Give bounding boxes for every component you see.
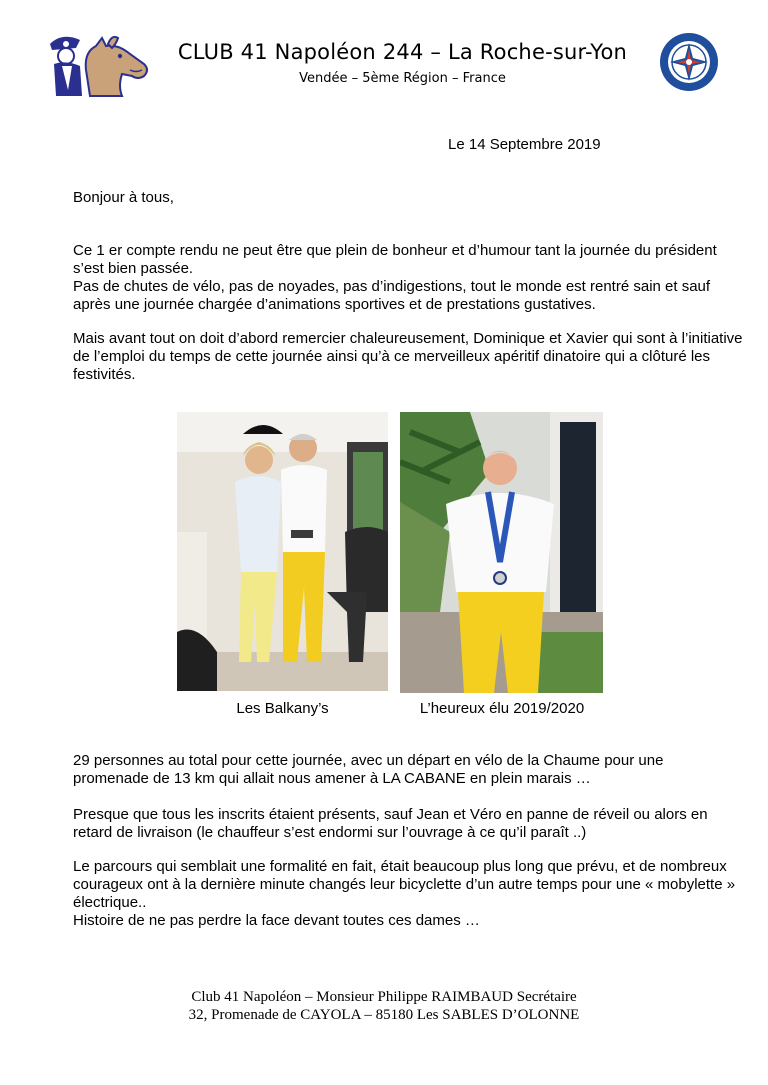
- body-paragraph-1: 29 personnes au total pour cette journée, avec un départ en vélo de la Chaume pour une promenade de 13 km qui allait nous amener à LA CABANE en plein marais …: [73, 752, 664, 787]
- body-paragraph-3-line-1: Le parcours qui semblait une formalité en fait, était beaucoup plus long que prévu, et de nombreux courageux ont à la dernière minute changés leur bicyclette d’un autre temps pour une « mobylette » électrique..: [73, 858, 736, 911]
- photo-caption-1: Les Balkany’s: [236, 700, 329, 717]
- club-41-emblem: [658, 31, 720, 93]
- footer-line-1: Club 41 Napoléon – Monsieur Philippe RAIMBAUD Secrétaire: [191, 989, 577, 1005]
- footer-line-2: 32, Promenade de CAYOLA – 85180 Les SABLES D’OLONNE: [188, 1007, 580, 1023]
- greeting: Bonjour à tous,: [73, 189, 174, 206]
- body-paragraph-3: [73, 858, 743, 930]
- body-paragraph-3-line-2: Histoire de ne pas perdre la face devant toutes ces dames …: [73, 912, 480, 929]
- club-logo: [46, 30, 150, 100]
- thanks-paragraph: Mais avant tout on doit d’abord remercier chaleureusement, Dominique et Xavier qui sont à l’initiative de l’emploi du temps de cette journée ainsi qu’à ce merveilleux apéritif dinatoire qui a clôturé les festivités.: [73, 330, 743, 383]
- photo-caption-2: L’heureux élu 2019/2020: [419, 700, 585, 717]
- letter-date: Le 14 Septembre 2019: [448, 136, 601, 153]
- body-paragraph-2: Presque que tous les inscrits étaient présents, sauf Jean et Véro en panne de réveil ou alors en retard de livraison (le chauffeur s’est endormi sur l’ouvrage à ce qu’il paraît ..): [73, 806, 708, 841]
- photo-president: [400, 412, 603, 693]
- club-title: CLUB 41 Napoléon 244 – La Roche-sur-Yon: [177, 40, 628, 64]
- club-subtitle: Vendée – 5ème Région – France: [299, 71, 506, 86]
- intro-paragraph: [73, 242, 743, 314]
- intro-line-2: Pas de chutes de vélo, pas de noyades, pas d’indigestions, tout le monde est rentré sain et sauf après une journée chargée d’animations sportives et de prestations gustatives.: [73, 278, 711, 313]
- photo-couple: [177, 412, 388, 691]
- intro-line-1: Ce 1 er compte rendu ne peut être que plein de bonheur et d’humour tant la journée du président s’est bien passée.: [73, 242, 717, 277]
